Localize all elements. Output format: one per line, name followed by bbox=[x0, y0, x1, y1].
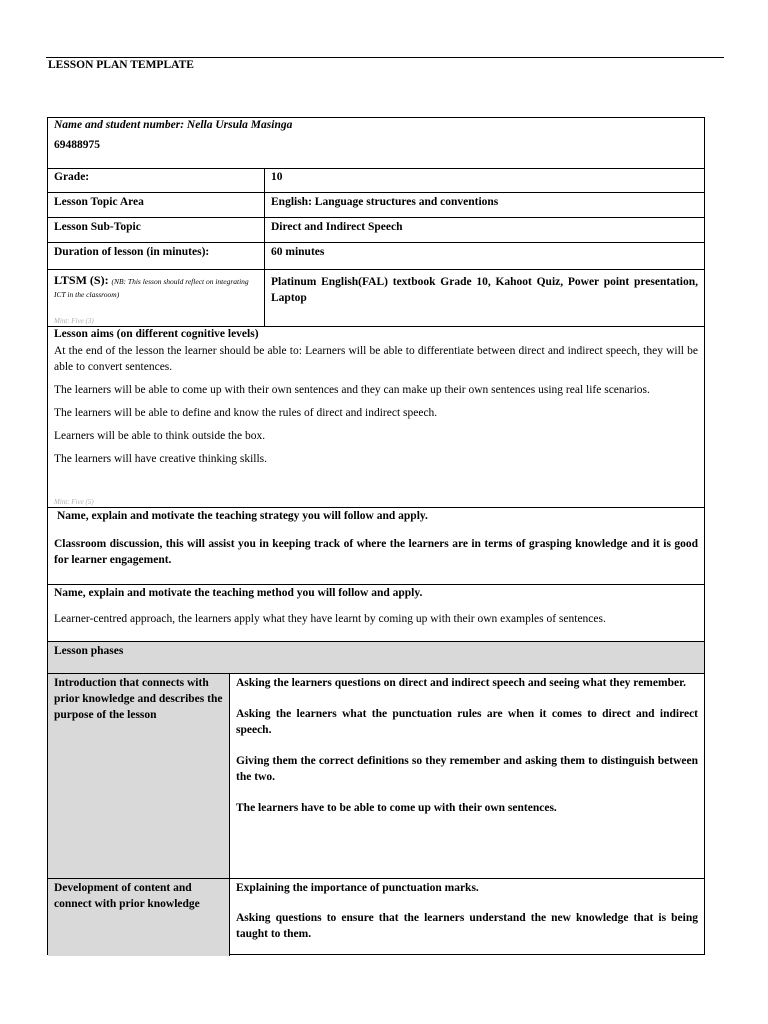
aims-paragraph: At the end of the lesson the learner should be able to: Learners will be able to differentiate between direct and indirect speech, they will be able to convert sentences. bbox=[54, 345, 698, 373]
aims-heading: Lesson aims (on different cognitive levels) bbox=[54, 328, 259, 340]
introduction-item: The learners have to be able to come up with their own sentences. bbox=[236, 802, 557, 814]
strategy-section bbox=[48, 507, 704, 584]
development-content bbox=[230, 879, 704, 956]
ltsm-label-cell bbox=[48, 270, 265, 326]
phase-row-introduction bbox=[48, 673, 704, 878]
aims-paragraph: The learners will be able to come up with their own sentences and they can make up their own sentences using real life scenarios. bbox=[54, 384, 650, 396]
lesson-phases-table bbox=[47, 641, 705, 955]
student-number: 69488975 bbox=[54, 139, 100, 151]
student-name-label: Name and student number: Nella Ursula Masinga bbox=[54, 119, 293, 131]
introduction-item: Asking the learners what the punctuation rules are when it comes to direct and indirect speech. bbox=[236, 708, 698, 736]
info-row-topic bbox=[48, 192, 704, 217]
development-label: Development of content and connect with prior knowledge bbox=[48, 879, 230, 956]
subtopic-value: Direct and Indirect Speech bbox=[271, 221, 403, 233]
duration-label: Duration of lesson (in minutes): bbox=[48, 243, 265, 269]
ltsm-value: Platinum English(FAL) textbook Grade 10, Kahoot Quiz, Power point presentation, Laptop bbox=[271, 276, 698, 304]
aims-paragraph: The learners will have creative thinking skills. bbox=[54, 453, 268, 465]
aims-paragraph: Learners will be able to think outside the box. bbox=[54, 430, 266, 442]
subtopic-label: Lesson Sub-Topic bbox=[48, 218, 265, 242]
grade-value: 10 bbox=[271, 171, 283, 183]
student-header bbox=[48, 118, 704, 168]
aims-section bbox=[48, 326, 704, 507]
info-row-duration bbox=[48, 242, 704, 269]
method-section bbox=[48, 584, 704, 642]
phase-row-development bbox=[48, 878, 704, 956]
ltsm-row bbox=[48, 269, 704, 326]
method-heading: Name, explain and motivate the teaching method you will follow and apply. bbox=[54, 587, 423, 599]
strategy-body: Classroom discussion, this will assist you in keeping track of where the learners are in terms of grasping knowledge and it is good for learner engagement. bbox=[54, 538, 698, 566]
introduction-item: Asking the learners questions on direct and indirect speech and seeing what they remember. bbox=[236, 677, 686, 689]
aims-mint-watermark: Mint: Five (5) bbox=[54, 498, 94, 506]
introduction-content bbox=[230, 674, 704, 878]
grade-label: Grade: bbox=[48, 169, 265, 192]
strategy-heading: Name, explain and motivate the teaching strategy you will follow and apply. bbox=[57, 510, 428, 522]
lesson-info-table bbox=[47, 117, 705, 642]
document-title: LESSON PLAN TEMPLATE bbox=[48, 59, 194, 71]
info-row-subtopic bbox=[48, 217, 704, 242]
development-item: Explaining the importance of punctuation marks. bbox=[236, 882, 479, 894]
method-body: Learner-centred approach, the learners apply what they have learnt by coming up with their own examples of sentences. bbox=[54, 613, 606, 625]
ltsm-mint-watermark: Mint: Five (3) bbox=[54, 317, 94, 325]
introduction-item: Giving them the correct definitions so they remember and asking them to distinguish between the two. bbox=[236, 755, 698, 783]
topic-value: English: Language structures and conventions bbox=[271, 196, 499, 208]
info-row-grade bbox=[48, 168, 704, 192]
introduction-label: Introduction that connects with prior knowledge and describes the purpose of the lesson bbox=[48, 674, 230, 878]
topic-label: Lesson Topic Area bbox=[48, 193, 265, 217]
ltsm-label: LTSM (S): bbox=[54, 273, 109, 287]
header-rule bbox=[46, 57, 724, 58]
aims-paragraph: The learners will be able to define and know the rules of direct and indirect speech. bbox=[54, 407, 438, 419]
duration-value: 60 minutes bbox=[271, 246, 325, 258]
ltsm-note: (NB: This lesson should reflect on integrating ICT in the classroom) bbox=[54, 277, 249, 299]
lesson-phases-heading: Lesson phases bbox=[48, 642, 704, 673]
development-item: Asking questions to ensure that the learners understand the new knowledge that is being taught to them. bbox=[236, 912, 698, 940]
